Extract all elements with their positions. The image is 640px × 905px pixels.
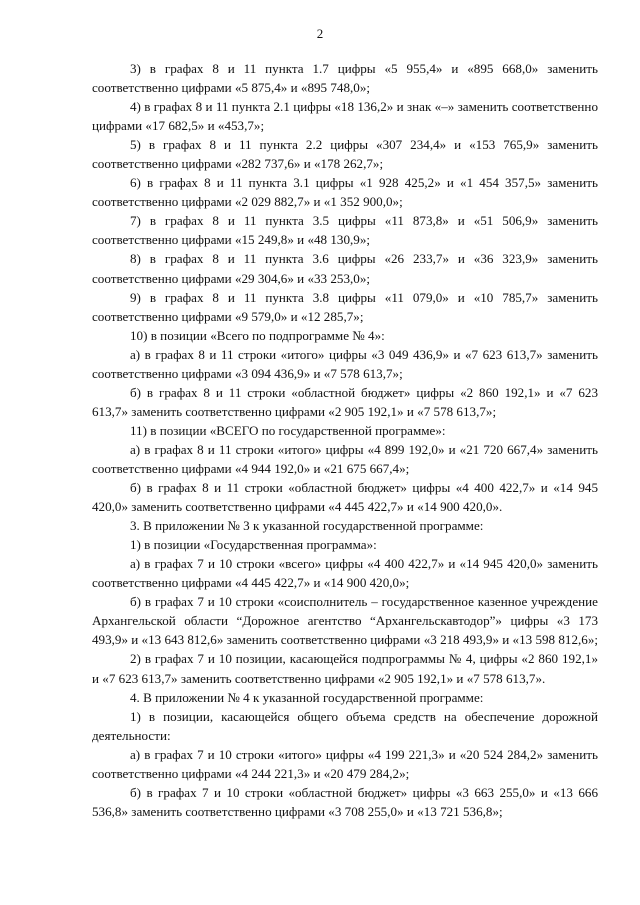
paragraph-1: 3) в графах 8 и 11 пункта 1.7 цифры «5 955,4» и «895 668,0» заменить соответственно цифрами «5 875,4» и «895 748,0»; xyxy=(92,61,598,96)
page-number: 2 xyxy=(316,26,324,41)
paragraph-17: б) в графах 7 и 10 строки «соисполнитель – государственное казенное учреждение Архангельской области “Дорожное агентство “Архангельскавтодор”» цифры «3 173 493,9» и «13 643 812,6» заменить соответственно цифрами «3 218 493,9» и «13 598 812,6»; xyxy=(92,594,599,648)
paragraph-16: а) в графах 7 и 10 строки «всего» цифры «4 400 422,7» и «14 945 420,0» заменить соответственно цифрами «4 445 422,7» и «14 900 420,0»; xyxy=(92,556,598,591)
paragraph-2: 4) в графах 8 и 11 пункта 2.1 цифры «18 136,2» и знак «–» заменить соответственно цифрами «17 682,5» и «453,7»; xyxy=(92,99,598,134)
paragraph-12: а) в графах 8 и 11 строки «итого» цифры «4 899 192,0» и «21 720 667,4» заменить соответственно цифрами «4 944 192,0» и «21 675 667,4»; xyxy=(92,441,598,476)
paragraph-14: 3. В приложении № 3 к указанной государственной программе: xyxy=(130,518,484,534)
paragraph-22: б) в графах 7 и 10 строки «областной бюджет» цифры «3 663 255,0» и «13 666 536,8» заменить соответственно цифрами «3 708 255,0» и «13 721 536,8»; xyxy=(92,784,598,819)
paragraph-7: 9) в графах 8 и 11 пункта 3.8 цифры «11 079,0» и «10 785,7» заменить соответственно цифрами «9 579,0» и «12 285,7»; xyxy=(92,289,598,324)
paragraph-6: 8) в графах 8 и 11 пункта 3.6 цифры «26 233,7» и «36 323,9» заменить соответственно цифрами «29 304,6» и «33 253,0»; xyxy=(92,251,598,286)
paragraph-11: 11) в позиции «ВСЕГО по государственной программе»: xyxy=(130,422,446,438)
paragraph-18: 2) в графах 7 и 10 позиции, касающейся подпрограммы № 4, цифры «2 860 192,1» и «7 623 613,7» заменить соответственно цифрами «2 905 192,1» и «7 578 613,7». xyxy=(92,651,598,686)
document-body xyxy=(92,59,598,821)
paragraph-15: 1) в позиции «Государственная программа»: xyxy=(130,537,377,553)
paragraph-8: 10) в позиции «Всего по подпрограмме № 4»: xyxy=(130,327,385,343)
paragraph-4: 6) в графах 8 и 11 пункта 3.1 цифры «1 928 425,2» и «1 454 357,5» заменить соответственно цифрами «2 029 882,7» и «1 352 900,0»; xyxy=(92,175,598,210)
paragraph-9: а) в графах 8 и 11 строки «итого» цифры «3 049 436,9» и «7 623 613,7» заменить соответственно цифрами «3 094 436,9» и «7 578 613,7»; xyxy=(92,346,598,381)
paragraph-20: 1) в позиции, касающейся общего объема средств на обеспечение дорожной деятельности: xyxy=(92,708,598,743)
paragraph-10: б) в графах 8 и 11 строки «областной бюджет» цифры «2 860 192,1» и «7 623 613,7» заменить соответственно цифрами «2 905 192,1» и «7 578 613,7»; xyxy=(92,384,598,419)
paragraph-21: а) в графах 7 и 10 строки «итого» цифры «4 199 221,3» и «20 524 284,2» заменить соответственно цифрами «4 244 221,3» и «20 479 284,2»; xyxy=(92,746,598,781)
paragraph-13: б) в графах 8 и 11 строки «областной бюджет» цифры «4 400 422,7» и «14 945 420,0» заменить соответственно цифрами «4 445 422,7» и «14 900 420,0». xyxy=(92,480,598,515)
paragraph-19: 4. В приложении № 4 к указанной государственной программе: xyxy=(130,689,484,705)
paragraph-3: 5) в графах 8 и 11 пункта 2.2 цифры «307 234,4» и «153 765,9» заменить соответственно цифрами «282 737,6» и «178 262,7»; xyxy=(92,137,598,172)
paragraph-5: 7) в графах 8 и 11 пункта 3.5 цифры «11 873,8» и «51 506,9» заменить соответственно цифрами «15 249,8» и «48 130,9»; xyxy=(92,213,598,248)
